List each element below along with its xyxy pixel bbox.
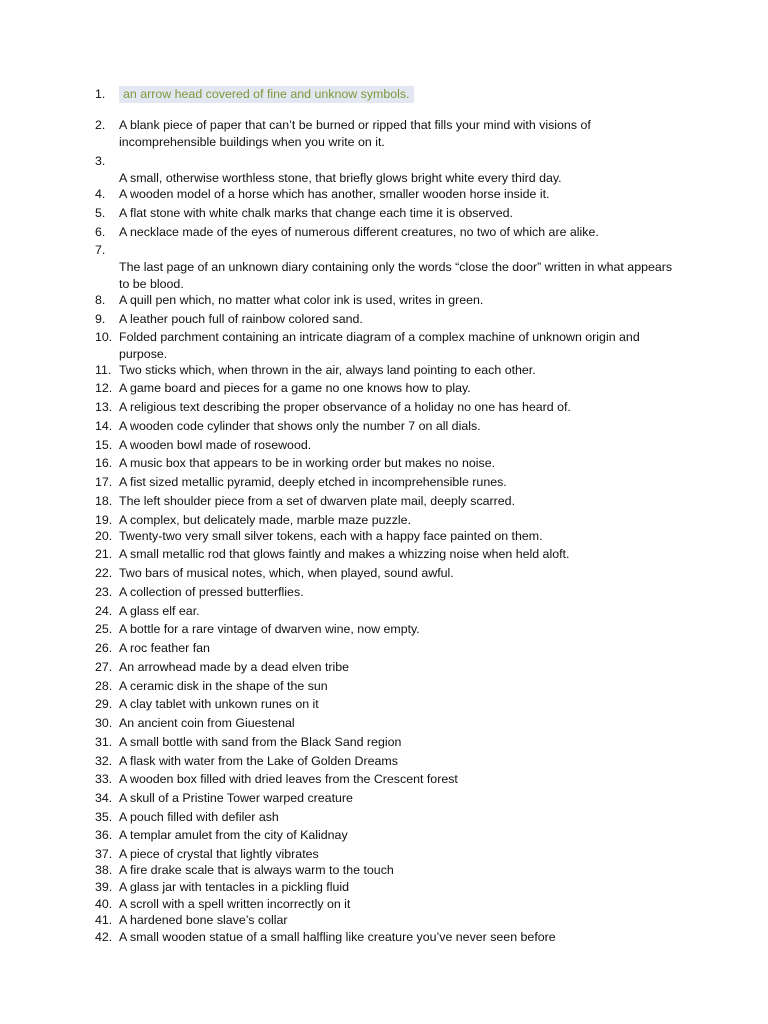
item-text: The last page of an unknown diary containing only the words “close the door” written in what appears to be blood.: [119, 260, 673, 291]
item-number: 10.: [95, 330, 113, 344]
item-text: A necklace made of the eyes of numerous different creatures, no two of which are alike.: [119, 225, 599, 239]
item-number: 5.: [95, 206, 106, 220]
item-number: 24.: [95, 604, 113, 618]
highlighted-text: an arrow head covered of fine and unknow symbols.: [119, 86, 414, 103]
item-number: 41.: [95, 913, 113, 927]
item-text: A quill pen which, no matter what color ink is used, writes in green.: [119, 293, 484, 307]
item-number: 23.: [95, 585, 113, 599]
item-text: Twenty-two very small silver tokens, each with a happy face painted on them.: [119, 529, 543, 543]
item-number: 27.: [95, 660, 113, 674]
item-text: A hardened bone slave’s collar: [119, 913, 288, 927]
item-text: A wooden box filled with dried leaves from the Crescent forest: [119, 772, 458, 786]
item-text: A fire drake scale that is always warm to the touch: [119, 863, 394, 877]
item-number: 18.: [95, 494, 113, 508]
item-number: 28.: [95, 679, 113, 693]
item-text: A small wooden statue of a small halfling like creature you’ve never seen before: [119, 930, 556, 944]
item-text: A skull of a Pristine Tower warped creature: [119, 791, 353, 805]
item-number: 4.: [95, 187, 106, 201]
item-number: 3.: [95, 154, 106, 168]
item-text: A flat stone with white chalk marks that change each time it is observed.: [119, 206, 513, 220]
item-text: A small metallic rod that glows faintly and makes a whizzing noise when held aloft.: [119, 547, 570, 561]
item-text: A small bottle with sand from the Black Sand region: [119, 735, 402, 749]
item-text: A game board and pieces for a game no one knows how to play.: [119, 381, 471, 395]
item-text: A bottle for a rare vintage of dwarven wine, now empty.: [119, 622, 420, 636]
item-number: 13.: [95, 400, 113, 414]
item-number: 11.: [95, 363, 112, 377]
item-text: A clay tablet with unkown runes on it: [119, 697, 319, 711]
item-number: 26.: [95, 641, 113, 655]
item-number: 16.: [95, 456, 113, 470]
item-text: A blank piece of paper that can’t be burned or ripped that fills your mind with visions of incomprehensible buildings when you write on it.: [119, 118, 591, 149]
item-number: 12.: [95, 381, 113, 395]
item-text: A wooden code cylinder that shows only the number 7 on all dials.: [119, 419, 481, 433]
item-text: A scroll with a spell written incorrectly on it: [119, 897, 351, 911]
item-number: 38.: [95, 863, 113, 877]
item-number: 17.: [95, 475, 113, 489]
item-number: 2.: [95, 118, 106, 132]
item-text: A fist sized metallic pyramid, deeply etched in incomprehensible runes.: [119, 475, 507, 489]
item-text: A wooden model of a horse which has another, smaller wooden horse inside it.: [119, 187, 550, 201]
item-number: 20.: [95, 529, 113, 543]
item-text: A piece of crystal that lightly vibrates: [119, 847, 319, 861]
item-number: 21.: [95, 547, 113, 561]
item-text: [119, 86, 414, 103]
item-text: An ancient coin from Giuestenal: [119, 716, 295, 730]
item-text: A music box that appears to be in working order but makes no noise.: [119, 456, 496, 470]
item-number: 37.: [95, 847, 113, 861]
item-text: A ceramic disk in the shape of the sun: [119, 679, 328, 693]
item-number: 19.: [95, 513, 113, 527]
item-number: 1.: [95, 87, 106, 101]
item-number: 15.: [95, 438, 113, 452]
item-text: Folded parchment containing an intricate diagram of a complex machine of unknown origin and purpose.: [119, 330, 640, 361]
item-number: 39.: [95, 880, 113, 894]
item-text: A roc feather fan: [119, 641, 210, 655]
item-text: A collection of pressed butterflies.: [119, 585, 304, 599]
item-text: A religious text describing the proper observance of a holiday no one has heard of.: [119, 400, 571, 414]
item-number: 33.: [95, 772, 113, 786]
item-number: 36.: [95, 828, 113, 842]
item-number: 29.: [95, 697, 113, 711]
item-number: 32.: [95, 754, 113, 768]
item-number: 35.: [95, 810, 113, 824]
item-number: 40.: [95, 897, 113, 911]
item-number: 6.: [95, 225, 106, 239]
item-text: An arrowhead made by a dead elven tribe: [119, 660, 350, 674]
item-text: A leather pouch full of rainbow colored sand.: [119, 312, 363, 326]
item-text: Two sticks which, when thrown in the air, always land pointing to each other.: [119, 363, 536, 377]
item-text: A wooden bowl made of rosewood.: [119, 438, 312, 452]
item-text: A glass elf ear.: [119, 604, 200, 618]
item-text: A glass jar with tentacles in a pickling fluid: [119, 880, 350, 894]
item-number: 14.: [95, 419, 113, 433]
item-number: 7.: [95, 243, 106, 257]
item-text: A pouch filled with defiler ash: [119, 810, 279, 824]
item-text: A complex, but delicately made, marble maze puzzle.: [119, 513, 412, 527]
item-text: A flask with water from the Lake of Golden Dreams: [119, 754, 398, 768]
item-number: 8.: [95, 293, 106, 307]
item-text: A templar amulet from the city of Kalidnay: [119, 828, 348, 842]
item-text: Two bars of musical notes, which, when played, sound awful.: [119, 566, 454, 580]
item-text: The left shoulder piece from a set of dwarven plate mail, deeply scarred.: [119, 494, 516, 508]
item-number: 34.: [95, 791, 113, 805]
item-text: A small, otherwise worthless stone, that briefly glows bright white every third day.: [119, 171, 562, 185]
item-number: 30.: [95, 716, 113, 730]
item-number: 31.: [95, 735, 113, 749]
item-number: 42.: [95, 930, 113, 944]
item-number: 25.: [95, 622, 113, 636]
item-number: 22.: [95, 566, 113, 580]
item-number: 9.: [95, 312, 106, 326]
